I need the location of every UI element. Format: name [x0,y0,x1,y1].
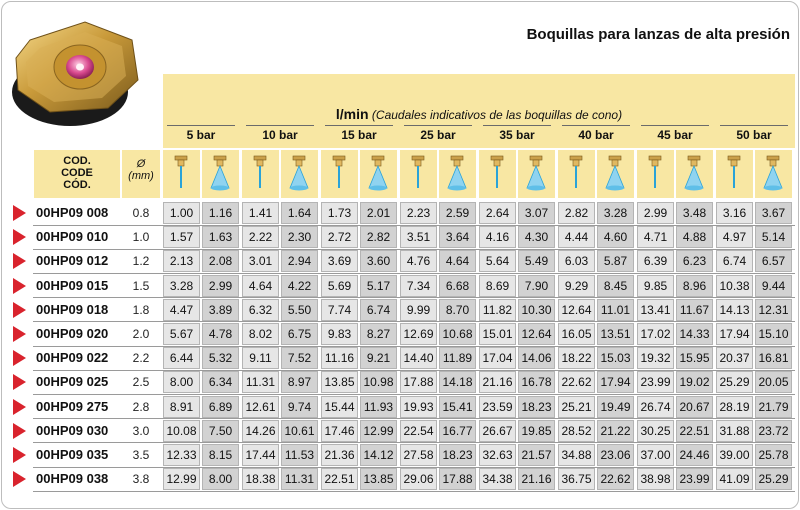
flow-value-cell: 4.71 [637,226,674,248]
flow-value-cell: 18.23 [439,444,476,466]
flow-value-cell: 11.31 [242,371,279,393]
flow-value-cell: 6.03 [558,250,595,272]
flow-value-cell: 3.48 [676,202,713,224]
flow-value-cell: 15.01 [479,323,516,345]
flow-value-cell: 6.57 [755,250,792,272]
flow-value-cell: 21.22 [597,420,634,442]
flow-value-cell: 17.44 [242,444,279,466]
flow-value-cell: 12.33 [163,444,200,466]
flow-value-cell: 9.99 [400,299,437,321]
product-code: 00HP09 020 [36,326,109,341]
flow-value-cell: 6.32 [242,299,279,321]
diameter-symbol: Ø [136,158,146,170]
flow-value-cell: 16.81 [755,347,792,369]
flow-value-cell: 23.59 [479,396,516,418]
product-code: 00HP09 010 [36,229,109,245]
flow-value-cell: 5.69 [321,275,358,297]
flow-value-cell: 13.41 [637,299,674,321]
narrow-jet-icon [400,150,437,198]
flow-value-cell: 16.77 [439,420,476,442]
flow-value-cell: 13.85 [321,371,358,393]
flow-value-cell: 20.05 [755,371,792,393]
flow-unit: l/min [335,106,369,122]
pressure-label: 10 bar [262,128,298,142]
flow-value-cell: 6.74 [716,250,753,272]
header-rule [720,125,788,126]
header-rule [167,125,235,126]
cone-spray-icon [202,150,239,198]
narrow-jet-icon [242,150,279,198]
flow-value-cell: 8.96 [676,275,713,297]
flow-value-cell: 14.40 [400,347,437,369]
flow-value-cell: 2.72 [321,226,358,248]
flow-value-cell: 8.27 [360,323,397,345]
orifice-diameter: 3.5 [132,448,150,462]
flow-value-cell: 8.70 [439,299,476,321]
product-code: 00HP09 035 [36,447,109,462]
row-arrow-icon [13,350,26,366]
flow-value-cell: 8.00 [202,468,239,490]
flow-value-cell: 3.07 [518,202,555,224]
cone-spray-icon [360,150,397,198]
flow-value-cell: 5.87 [597,250,634,272]
orifice-diameter: 2.0 [132,327,150,341]
orifice-diameter: 1.5 [132,278,150,293]
flow-value-cell: 19.49 [597,396,634,418]
flow-value-cell: 39.00 [716,444,753,466]
flow-value-cell: 2.22 [242,226,279,248]
flow-value-cell: 4.88 [676,226,713,248]
flow-value-cell: 18.38 [242,468,279,490]
code-column-header [34,150,120,198]
flow-value-cell: 1.57 [163,226,200,248]
row-arrow-icon [13,229,26,245]
flow-value-cell: 17.94 [597,371,634,393]
flow-value-cell: 16.05 [558,323,595,345]
narrow-jet-icon [716,150,753,198]
flow-value-cell: 5.14 [755,226,792,248]
flow-value-cell: 9.29 [558,275,595,297]
flow-value-cell: 15.03 [597,347,634,369]
flow-value-cell: 11.53 [281,444,318,466]
narrow-jet-icon [163,150,200,198]
flow-value-cell: 2.94 [281,250,318,272]
flow-note: (Caudales indicativos de las boquillas de cono) [371,108,623,122]
cone-spray-icon [676,150,713,198]
pressure-header [479,128,555,146]
flow-value-cell: 4.30 [518,226,555,248]
product-code: 00HP09 030 [36,422,109,438]
flow-value-cell: 3.51 [400,226,437,248]
flow-value-cell: 24.46 [676,444,713,466]
flow-value-cell: 11.31 [281,468,318,490]
flow-value-cell: 4.22 [281,275,318,297]
flow-value-cell: 9.11 [242,347,279,369]
product-code: 00HP09 025 [36,374,109,390]
narrow-jet-icon [637,150,674,198]
flow-value-cell: 4.97 [716,226,753,248]
pressure-header [558,128,634,146]
pressure-label: 35 bar [499,128,535,142]
flow-value-cell: 4.47 [163,299,200,321]
flow-value-cell: 12.69 [400,323,437,345]
flow-value-cell: 14.18 [439,371,476,393]
row-arrow-icon [13,253,26,269]
flow-value-cell: 12.64 [558,299,595,321]
flow-value-cell: 19.93 [400,396,437,418]
flow-value-cell: 8.97 [281,371,318,393]
flow-value-cell: 4.64 [242,275,279,297]
diameter-unit: (mm) [128,170,154,182]
header-rule [404,125,472,126]
flow-value-cell: 7.90 [518,275,555,297]
pressure-label: 15 bar [341,128,377,142]
orifice-diameter: 1.2 [132,254,150,269]
flow-value-cell: 12.99 [163,468,200,490]
narrow-jet-icon [479,150,516,198]
flow-value-cell: 3.28 [163,275,200,297]
flow-value-cell: 6.74 [360,299,397,321]
cone-spray-icon [755,150,792,198]
flow-value-cell: 12.64 [518,323,555,345]
flow-value-cell: 7.34 [400,275,437,297]
flow-value-cell: 32.63 [479,444,516,466]
flow-value-cell: 6.89 [202,396,239,418]
flow-value-cell: 6.34 [202,371,239,393]
flow-value-cell: 41.09 [716,468,753,490]
flow-value-cell: 38.98 [637,468,674,490]
code-header-line: CODE [61,167,93,179]
flow-value-cell: 21.79 [755,396,792,418]
flow-value-cell: 4.44 [558,226,595,248]
cone-spray-icon [281,150,318,198]
flow-value-cell: 28.52 [558,420,595,442]
orifice-diameter: 1.0 [132,230,150,245]
narrow-jet-icon [558,150,595,198]
flow-value-cell: 22.51 [321,468,358,490]
flow-value-cell: 19.85 [518,420,555,442]
flow-value-cell: 5.17 [360,275,397,297]
flow-value-cell: 28.19 [716,396,753,418]
pressure-header [163,128,239,146]
flow-value-cell: 7.50 [202,420,239,442]
row-arrow-icon [13,471,26,487]
flow-value-cell: 5.32 [202,347,239,369]
orifice-diameter: 2.2 [132,351,150,366]
pressure-header [716,128,792,146]
flow-value-cell: 5.49 [518,250,555,272]
row-arrow-icon [13,302,26,318]
flow-value-cell: 10.30 [518,299,555,321]
diameter-column-header [122,150,160,198]
flow-value-cell: 9.44 [755,275,792,297]
flow-value-cell: 13.85 [360,468,397,490]
flow-value-cell: 3.67 [755,202,792,224]
flow-value-cell: 9.85 [637,275,674,297]
flow-value-cell: 17.94 [716,323,753,345]
flow-value-cell: 2.08 [202,250,239,272]
flow-value-cell: 8.91 [163,396,200,418]
orifice-diameter: 3.8 [132,472,150,487]
flow-value-cell: 2.82 [360,226,397,248]
flow-value-cell: 10.61 [281,420,318,442]
flow-value-cell: 26.67 [479,420,516,442]
flow-value-cell: 7.74 [321,299,358,321]
flow-value-cell: 8.45 [597,275,634,297]
flow-value-cell: 1.64 [281,202,318,224]
brass-nozzle-image [10,10,155,135]
flow-value-cell: 3.64 [439,226,476,248]
flow-value-cell: 31.88 [716,420,753,442]
flow-value-cell: 5.50 [281,299,318,321]
flow-value-cell: 10.68 [439,323,476,345]
flow-value-cell: 2.99 [637,202,674,224]
flow-value-cell: 8.02 [242,323,279,345]
flow-value-cell: 2.23 [400,202,437,224]
orifice-diameter: 1.8 [132,302,150,317]
flow-value-cell: 11.89 [439,347,476,369]
flow-value-cell: 11.16 [321,347,358,369]
flow-value-cell: 8.00 [163,371,200,393]
flow-value-cell: 5.67 [163,323,200,345]
header-rule [483,125,551,126]
flow-value-cell: 21.16 [479,371,516,393]
flow-value-cell: 15.95 [676,347,713,369]
flow-value-cell: 18.23 [518,396,555,418]
pressure-label: 40 bar [578,128,614,142]
flow-value-cell: 7.52 [281,347,318,369]
flow-value-cell: 12.99 [360,420,397,442]
flow-value-cell: 2.64 [479,202,516,224]
flow-value-cell: 10.38 [716,275,753,297]
flow-value-cell: 4.64 [439,250,476,272]
flow-value-cell: 3.16 [716,202,753,224]
flow-value-cell: 34.88 [558,444,595,466]
flow-value-cell: 14.06 [518,347,555,369]
flow-value-cell: 27.58 [400,444,437,466]
flow-value-cell: 6.44 [163,347,200,369]
flow-value-cell: 1.73 [321,202,358,224]
header-rule [562,125,630,126]
flow-value-cell: 10.08 [163,420,200,442]
flow-value-cell: 3.28 [597,202,634,224]
flow-value-cell: 6.23 [676,250,713,272]
flow-value-cell: 12.31 [755,299,792,321]
pressure-label: 25 bar [420,128,456,142]
flow-value-cell: 25.78 [755,444,792,466]
pressure-label: 50 bar [736,128,772,142]
flow-value-cell: 12.61 [242,396,279,418]
flow-value-cell: 25.29 [716,371,753,393]
orifice-diameter: 2.8 [132,399,150,414]
flow-value-cell: 2.59 [439,202,476,224]
flow-value-cell: 9.21 [360,347,397,369]
header-rule [325,125,393,126]
flow-value-cell: 14.12 [360,444,397,466]
flow-value-cell: 23.99 [637,371,674,393]
pressure-label: 45 bar [657,128,693,142]
row-arrow-icon [13,374,26,390]
flow-value-cell: 23.72 [755,420,792,442]
flow-value-cell: 15.44 [321,396,358,418]
flow-value-cell: 4.60 [597,226,634,248]
flow-value-cell: 36.75 [558,468,595,490]
cone-spray-icon [518,150,555,198]
product-code: 00HP09 022 [36,350,109,366]
flow-value-cell: 19.02 [676,371,713,393]
flow-value-cell: 2.99 [202,275,239,297]
flow-value-cell: 30.25 [637,420,674,442]
flow-value-cell: 17.02 [637,323,674,345]
flow-value-cell: 5.64 [479,250,516,272]
page-title: Boquillas para lanzas de alta presión [526,26,790,43]
flow-value-cell: 8.69 [479,275,516,297]
flow-value-cell: 11.82 [479,299,516,321]
flow-value-cell: 4.16 [479,226,516,248]
flow-value-cell: 2.30 [281,226,318,248]
flow-value-cell: 6.39 [637,250,674,272]
flow-value-cell: 25.29 [755,468,792,490]
row-arrow-icon [13,205,26,221]
flow-value-cell: 14.33 [676,323,713,345]
orifice-diameter: 3.0 [132,423,150,438]
product-code: 00HP09 015 [36,277,109,293]
flow-value-cell: 20.37 [716,347,753,369]
flow-value-cell: 8.15 [202,444,239,466]
flow-value-cell: 2.01 [360,202,397,224]
row-divider [33,491,795,492]
flow-value-cell: 26.74 [637,396,674,418]
flow-value-cell: 37.00 [637,444,674,466]
flow-value-cell: 21.57 [518,444,555,466]
flow-value-cell: 23.99 [676,468,713,490]
narrow-jet-icon [321,150,358,198]
flow-value-cell: 23.06 [597,444,634,466]
flow-value-cell: 17.04 [479,347,516,369]
row-arrow-icon [13,326,26,342]
orifice-diameter: 2.5 [132,375,150,390]
flow-value-cell: 2.82 [558,202,595,224]
header-rule [641,125,709,126]
pressure-header [400,128,476,146]
flow-value-cell: 2.13 [163,250,200,272]
flow-value-cell: 14.13 [716,299,753,321]
flow-value-cell: 6.68 [439,275,476,297]
flow-value-cell: 11.01 [597,299,634,321]
flow-value-cell: 25.21 [558,396,595,418]
flow-value-cell: 15.10 [755,323,792,345]
pressure-header [242,128,318,146]
flow-value-cell: 16.78 [518,371,555,393]
code-header-line: COD. [63,155,91,167]
product-code: 00HP09 008 [36,205,109,220]
flow-value-cell: 18.22 [558,347,595,369]
flow-value-cell: 4.76 [400,250,437,272]
pressure-label: 5 bar [186,128,216,142]
flow-value-cell: 22.54 [400,420,437,442]
flow-value-cell: 9.83 [321,323,358,345]
code-header-line: CÓD. [63,179,91,191]
flow-value-cell: 10.98 [360,371,397,393]
orifice-diameter: 0.8 [132,206,150,220]
flow-value-cell: 1.16 [202,202,239,224]
flow-value-cell: 17.46 [321,420,358,442]
flow-value-cell: 19.32 [637,347,674,369]
flow-value-cell: 3.89 [202,299,239,321]
product-code: 00HP09 275 [36,398,109,414]
flow-value-cell: 11.93 [360,396,397,418]
flow-value-cell: 1.41 [242,202,279,224]
cone-spray-icon [597,150,634,198]
flow-value-cell: 13.51 [597,323,634,345]
flow-value-cell: 22.62 [558,371,595,393]
flow-value-cell: 3.60 [360,250,397,272]
row-arrow-icon [13,399,26,415]
flow-value-cell: 1.63 [202,226,239,248]
flow-value-cell: 6.75 [281,323,318,345]
cone-spray-icon [439,150,476,198]
flow-value-cell: 20.67 [676,396,713,418]
flow-value-cell: 21.36 [321,444,358,466]
product-code: 00HP09 018 [36,301,109,317]
flow-value-cell: 34.38 [479,468,516,490]
flow-value-cell: 22.62 [597,468,634,490]
flow-value-cell: 11.67 [676,299,713,321]
flow-value-cell: 17.88 [400,371,437,393]
row-arrow-icon [13,447,26,463]
flow-value-cell: 4.78 [202,323,239,345]
flow-value-cell: 29.06 [400,468,437,490]
flow-value-cell: 21.16 [518,468,555,490]
pressure-header [321,128,397,146]
flow-value-cell: 3.69 [321,250,358,272]
row-arrow-icon [13,278,26,294]
row-arrow-icon [13,423,26,439]
product-code: 00HP09 038 [36,471,109,487]
pressure-header [637,128,713,146]
header-rule [246,125,314,126]
flow-unit-caption [163,106,795,122]
flow-value-cell: 22.51 [676,420,713,442]
flow-value-cell: 17.88 [439,468,476,490]
flow-value-cell: 3.01 [242,250,279,272]
flow-value-cell: 15.41 [439,396,476,418]
product-code: 00HP09 012 [36,253,109,269]
flow-value-cell: 14.26 [242,420,279,442]
flow-value-cell: 9.74 [281,396,318,418]
flow-value-cell: 1.00 [163,202,200,224]
